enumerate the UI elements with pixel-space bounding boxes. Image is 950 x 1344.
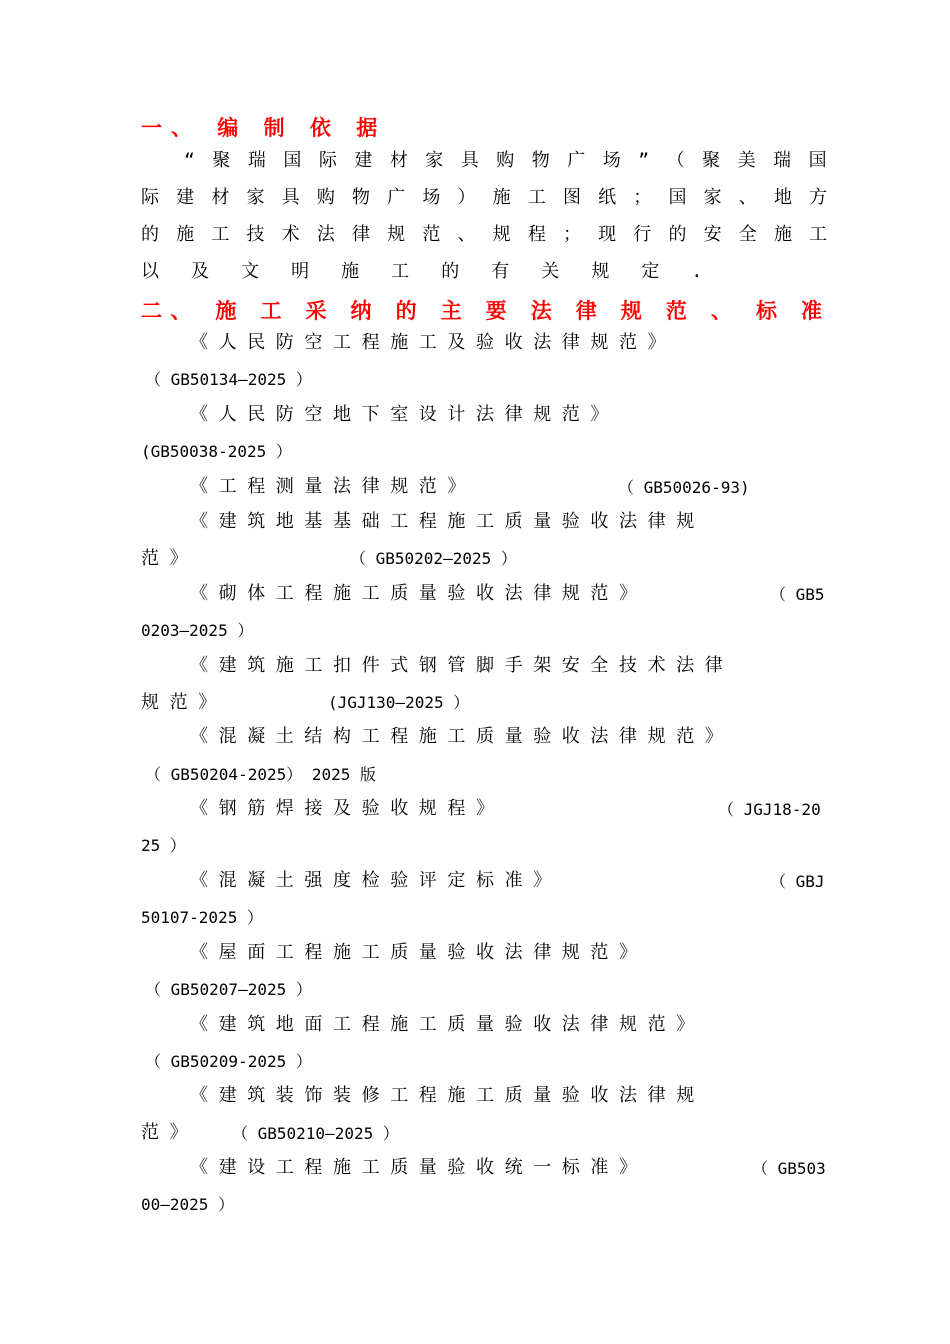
standard-code: （ GB50134—2025 ）	[145, 370, 312, 389]
standard-title-cont: 范》	[141, 1122, 199, 1143]
standard-title: 《建筑地面工程施工质量验收法律规范》	[190, 1014, 705, 1035]
standard-title: 《屋面工程施工质量验收法律规范》	[190, 942, 648, 963]
standard-code: （ GB5	[770, 585, 825, 604]
standard-title: 《建筑地基基础工程施工质量验收法律规	[190, 511, 705, 532]
standard-code: （ GB50026-93)	[618, 478, 750, 497]
standard-title: 《工程测量法律规范》	[190, 476, 476, 497]
standard-code: （ GB50209-2025 ）	[145, 1052, 312, 1071]
standard-code: 25 ）	[141, 836, 186, 855]
standard-title-cont: 范》	[141, 548, 199, 569]
standard-code: （ JGJ18-20	[718, 800, 821, 819]
paragraph-line: 的 施 工 技 术 法 律 规 范 、 规 程 ； 现 行 的 安 全 施 工	[141, 224, 831, 245]
standard-code: 00—2025 ）	[141, 1195, 235, 1214]
section-heading-1: 一、 编 制 依 据	[141, 116, 387, 140]
standard-code: （ GB50204-2025） 2025 版	[145, 765, 377, 784]
standard-title: 《钢筋焊接及验收规程》	[190, 798, 505, 819]
standard-code: （ GB50202—2025 ）	[350, 549, 517, 568]
standard-title-cont: 规范》	[141, 692, 227, 713]
standard-title: 《人民防空工程施工及验收法律规范》	[190, 332, 677, 353]
standard-title: 《建设工程施工质量验收统一标准》	[190, 1157, 648, 1178]
standard-code: 0203—2025 ）	[141, 621, 254, 640]
standard-title: 《建筑施工扣件式钢管脚手架安全技术法律	[190, 655, 734, 676]
standard-title: 《混凝土结构工程施工质量验收法律规范》	[190, 726, 734, 747]
standard-code: (GB50038-2025 ）	[141, 442, 292, 461]
paragraph-line: 际 建 材 家 具 购 物 广 场 ） 施 工 图 纸 ； 国 家 、 地 方	[141, 187, 831, 208]
standard-code: （ GB503	[752, 1159, 826, 1178]
paragraph-line: 以 及 文 明 施 工 的 有 关 规 定 .	[141, 261, 713, 282]
standard-code: 50107-2025 ）	[141, 908, 263, 927]
standard-title: 《建筑装饰装修工程施工质量验收法律规	[190, 1085, 705, 1106]
standard-title: 《混凝土强度检验评定标准》	[190, 870, 562, 891]
standard-code: (JGJ130—2025 ）	[328, 693, 470, 712]
standard-code: （ GBJ	[770, 872, 825, 891]
standard-code: （ GB50207—2025 ）	[145, 980, 312, 999]
section-heading-2: 二、 施 工 采 纳 的 主 要 法 律 规 范 、 标 准	[141, 299, 831, 323]
paragraph-line: “ 聚 瑞 国 际 建 材 家 具 购 物 广 场 ” （ 聚 美 瑞 国	[184, 150, 830, 171]
standard-title: 《砌体工程施工质量验收法律规范》	[190, 583, 648, 604]
standard-title: 《人民防空地下室设计法律规范》	[190, 404, 619, 425]
standard-code: （ GB50210—2025 ）	[232, 1124, 399, 1143]
